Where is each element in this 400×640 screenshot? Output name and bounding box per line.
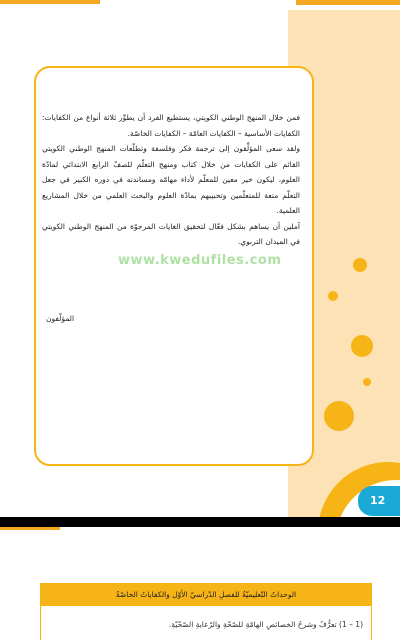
page-number-badge xyxy=(358,486,400,516)
decorative-dot xyxy=(328,291,338,301)
paragraph: ولقد سعى المؤلِّفون إلى ترجمة فكر وفلسفة وتطلّعات المنهج الوطني الكويتي القائم على الكفايات من خلال كتاب ومنهج التعلّم للصفّ الرابع الابتدائي لمادّة العلوم، ليكون خير معين للمعلّم لأداء مهامّه ومساندته في دوره الكبير في جعل التعلّم متعة للمتعلّمين وتحبيبهم بمادّة العلوم والبحث العلمي من خلال المشاريع العلمية. xyxy=(42,144,300,215)
paragraph: فمن خلال المنهج الوطني الكويتي، يستطيع الفرد أن يطوِّر ثلاثة أنواع من الكفايات: الكفايات الأساسية – الكفايات العامّة – الكفايات الخاصّة. xyxy=(42,113,300,138)
top-accent-bar xyxy=(0,0,100,4)
table-row: (1 – 1) تعرُّفُ وشرحُ الخصائصِ الهامّةِ للصّحّةِ والرّعايةِ الصّحّيّةِ. xyxy=(168,620,363,629)
page-separator xyxy=(0,517,400,527)
authors-signature: المؤلّفون xyxy=(46,314,75,323)
table-header: الوحداتُ التّعليميّةُ للفصلِ الدّراسيّ الأوّل والكفاياتُ الخاصّةُ xyxy=(41,584,371,606)
page-number: 12 xyxy=(370,494,386,507)
watermark: www.kwedufiles.com xyxy=(118,253,282,268)
units-table xyxy=(40,583,372,640)
decorative-dot xyxy=(363,378,371,386)
book-page-13 xyxy=(0,527,400,640)
paragraph: آملين أن يساهم بشكل فعّال لتحقيق الغايات المرجوّة من المنهج الوطني الكويتي في الميدان التربوي. xyxy=(42,221,300,246)
introduction-text xyxy=(42,110,300,250)
decorative-dot xyxy=(351,335,373,357)
top-accent-bar xyxy=(0,527,60,530)
decorative-dot xyxy=(353,258,367,272)
top-right-accent-bar xyxy=(296,0,400,5)
decorative-dot xyxy=(324,401,354,431)
